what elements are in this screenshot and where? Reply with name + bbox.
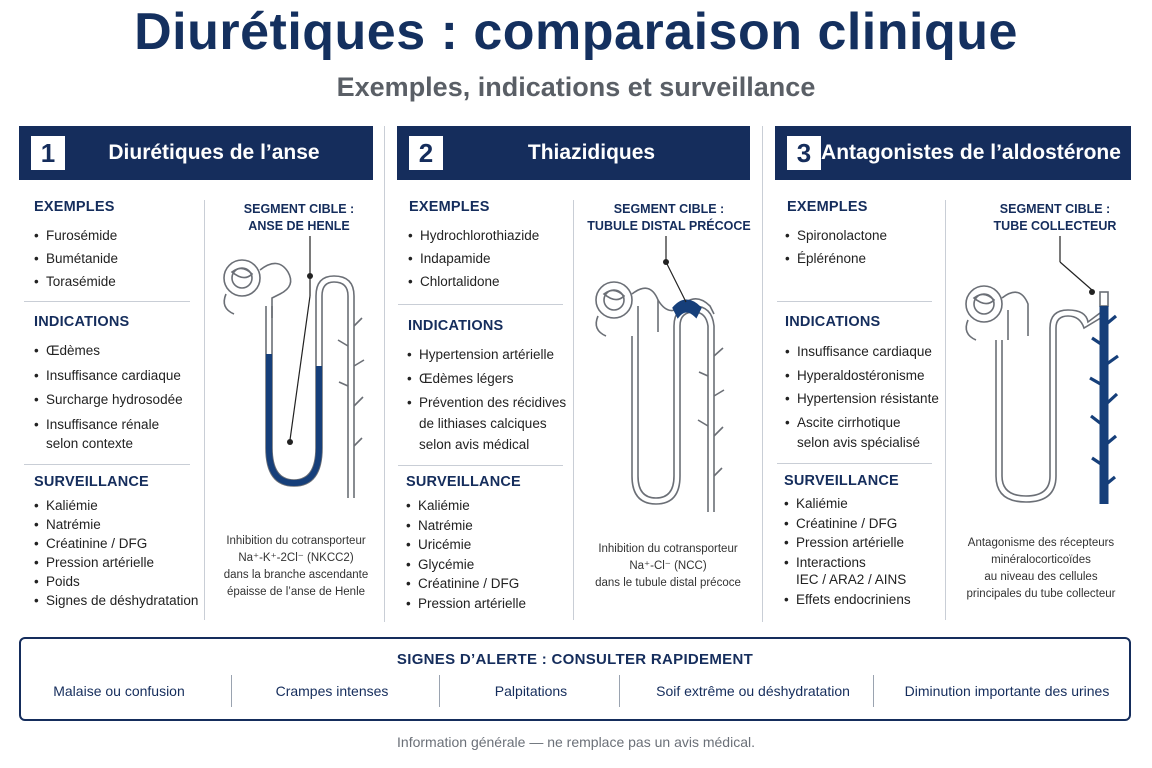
target-segment-label xyxy=(580,201,758,235)
panel-2-header xyxy=(397,126,750,180)
alert-separator xyxy=(231,675,232,707)
panel-number: 1 xyxy=(31,136,65,170)
list-item: • Kaliémie xyxy=(34,496,198,515)
target-segment-label xyxy=(970,201,1140,235)
list-item: • Bumétanide xyxy=(34,247,118,270)
list-item: • Créatinine / DFG xyxy=(34,534,198,553)
panel-number: 2 xyxy=(409,136,443,170)
caption-line: Antagonisme des récepteurs xyxy=(967,537,1115,549)
alert-item: Malaise ou confusion xyxy=(53,683,185,699)
alert-separator xyxy=(873,675,874,707)
examples-list xyxy=(408,224,539,293)
list-item: • Interactions xyxy=(784,553,911,573)
examples-list xyxy=(34,224,118,293)
nephron-loop-of-henle-diagram xyxy=(214,236,384,526)
caption-line: épaisse de l’anse de Henle xyxy=(226,586,366,598)
examples-heading: EXEMPLES xyxy=(34,199,115,215)
list-item: • Œdèmes légers xyxy=(407,367,566,391)
list-item: • Uricémie xyxy=(406,535,526,555)
section-divider xyxy=(398,304,563,305)
list-item: selon contexte xyxy=(46,436,134,451)
mechanism-caption xyxy=(210,533,382,601)
list-item: • Surcharge hydrosodée xyxy=(34,388,183,413)
caption-line: Na⁺-K⁺-2Cl⁻ (NKCC2) xyxy=(238,552,354,564)
caption-line: Inhibition du cotransporteur xyxy=(598,543,738,555)
page-title: Diurétiques : comparaison clinique xyxy=(134,3,1018,61)
list-item: • Pression artérielle xyxy=(406,594,526,614)
list-item: • Créatinine / DFG xyxy=(784,514,911,534)
list-item: • Poids xyxy=(34,572,198,591)
target-line: TUBULE DISTAL PRÉCOCE xyxy=(587,219,751,233)
section-divider xyxy=(777,301,932,302)
section-divider xyxy=(24,301,190,302)
list-item: • Natrémie xyxy=(34,515,198,534)
monitoring-list xyxy=(34,496,198,610)
list-item: • Créatinine / DFG xyxy=(406,574,526,594)
caption-line: principales du tube collecteur xyxy=(966,588,1116,600)
list-item: selon avis spécialisé xyxy=(797,435,921,450)
indications-heading: INDICATIONS xyxy=(34,314,130,330)
section-divider xyxy=(777,463,932,464)
alert-item: Soif extrême ou déshydratation xyxy=(656,683,850,699)
page-subtitle: Exemples, indications et surveillance xyxy=(336,72,816,102)
mechanism-caption xyxy=(578,541,758,592)
alert-item: Crampes intenses xyxy=(275,683,389,699)
nephron-distal-tubule-diagram xyxy=(586,236,756,516)
column-divider xyxy=(384,126,385,622)
inner-divider xyxy=(204,200,205,620)
panel-title: Diurétiques de l’anse xyxy=(108,141,320,164)
list-item: de lithiases calciques xyxy=(419,416,547,431)
list-item: • Kaliémie xyxy=(406,496,526,516)
list-item: • Pression artérielle xyxy=(34,553,198,572)
list-item: • Insuffisance cardiaque xyxy=(785,340,939,364)
alert-item: Diminution importante des urines xyxy=(904,683,1110,699)
indications-list xyxy=(34,339,183,457)
target-segment-label xyxy=(214,201,384,235)
caption-line: minéralocorticoïdes xyxy=(991,554,1091,566)
list-item: • Kaliémie xyxy=(784,494,911,514)
list-item: • Hydrochlorothiazide xyxy=(408,224,539,247)
list-item: • Hyperaldostéronisme xyxy=(785,364,939,388)
panel-title: Antagonistes de l’aldostérone xyxy=(821,141,1121,164)
list-item: • Insuffisance cardiaque xyxy=(34,364,183,389)
alert-box xyxy=(19,637,1131,721)
examples-heading: EXEMPLES xyxy=(787,199,868,215)
panel-3-header xyxy=(775,126,1131,180)
examples-heading: EXEMPLES xyxy=(409,199,490,215)
section-divider xyxy=(398,465,563,466)
list-item: • Natrémie xyxy=(406,516,526,536)
monitoring-heading: SURVEILLANCE xyxy=(34,474,149,490)
indications-list xyxy=(785,340,939,455)
target-line: SEGMENT CIBLE : xyxy=(243,202,355,216)
mechanism-caption xyxy=(952,535,1130,603)
list-item: • Hypertension artérielle xyxy=(407,343,566,367)
indications-heading: INDICATIONS xyxy=(408,318,504,334)
caption-line: Inhibition du cotransporteur xyxy=(226,535,366,547)
inner-divider xyxy=(945,200,946,620)
panel-title: Thiazidiques xyxy=(527,141,656,164)
list-item: • Éplérénone xyxy=(785,247,887,270)
target-line: TUBE COLLECTEUR xyxy=(993,219,1117,233)
target-line: ANSE DE HENLE xyxy=(248,219,350,233)
footer-disclaimer: Information générale — ne remplace pas un avis médical. xyxy=(397,734,755,750)
monitoring-heading: SURVEILLANCE xyxy=(406,474,521,490)
inner-divider xyxy=(573,200,574,620)
monitoring-heading: SURVEILLANCE xyxy=(784,473,899,489)
list-item: • Furosémide xyxy=(34,224,118,247)
panel-number: 3 xyxy=(787,136,821,170)
section-divider xyxy=(24,464,190,465)
panel-1-header xyxy=(19,126,373,180)
caption-line: au niveau des cellules xyxy=(984,571,1098,583)
caption-line: dans le tubule distal précoce xyxy=(595,577,741,589)
indications-list xyxy=(407,343,566,457)
list-item: • Œdèmes xyxy=(34,339,183,364)
list-item: • Spironolactone xyxy=(785,224,887,247)
target-line: SEGMENT CIBLE : xyxy=(613,202,725,216)
list-item: • Signes de déshydratation xyxy=(34,591,198,610)
list-item: • Insuffisance rénale xyxy=(34,413,183,438)
list-item: • Hypertension résistante xyxy=(785,387,939,411)
indications-heading: INDICATIONS xyxy=(785,314,881,330)
nephron-collecting-duct-diagram xyxy=(956,236,1132,516)
alert-title: SIGNES D’ALERTE : CONSULTER RAPIDEMENT xyxy=(396,651,754,668)
list-item: • Prévention des récidives xyxy=(407,391,566,415)
target-line: SEGMENT CIBLE : xyxy=(999,202,1111,216)
caption-line: Na⁺-Cl⁻ (NCC) xyxy=(629,560,707,572)
list-item: • Pression artérielle xyxy=(784,533,911,553)
list-item: • Glycémie xyxy=(406,555,526,575)
caption-line: dans la branche ascendante xyxy=(223,569,369,581)
monitoring-list xyxy=(406,496,526,613)
list-item: • Effets endocriniens xyxy=(784,590,911,610)
list-item: • Torasémide xyxy=(34,270,118,293)
column-divider xyxy=(762,126,763,622)
alert-separator xyxy=(619,675,620,707)
list-item: • Ascite cirrhotique xyxy=(785,411,939,435)
examples-list xyxy=(785,224,887,270)
alert-item: Palpitations xyxy=(494,683,568,699)
list-item: • Indapamide xyxy=(408,247,539,270)
list-item: IEC / ARA2 / AINS xyxy=(796,572,907,587)
alert-separator xyxy=(439,675,440,707)
monitoring-list xyxy=(784,494,911,609)
list-item: selon avis médical xyxy=(419,437,530,452)
list-item: • Chlortalidone xyxy=(408,270,539,293)
